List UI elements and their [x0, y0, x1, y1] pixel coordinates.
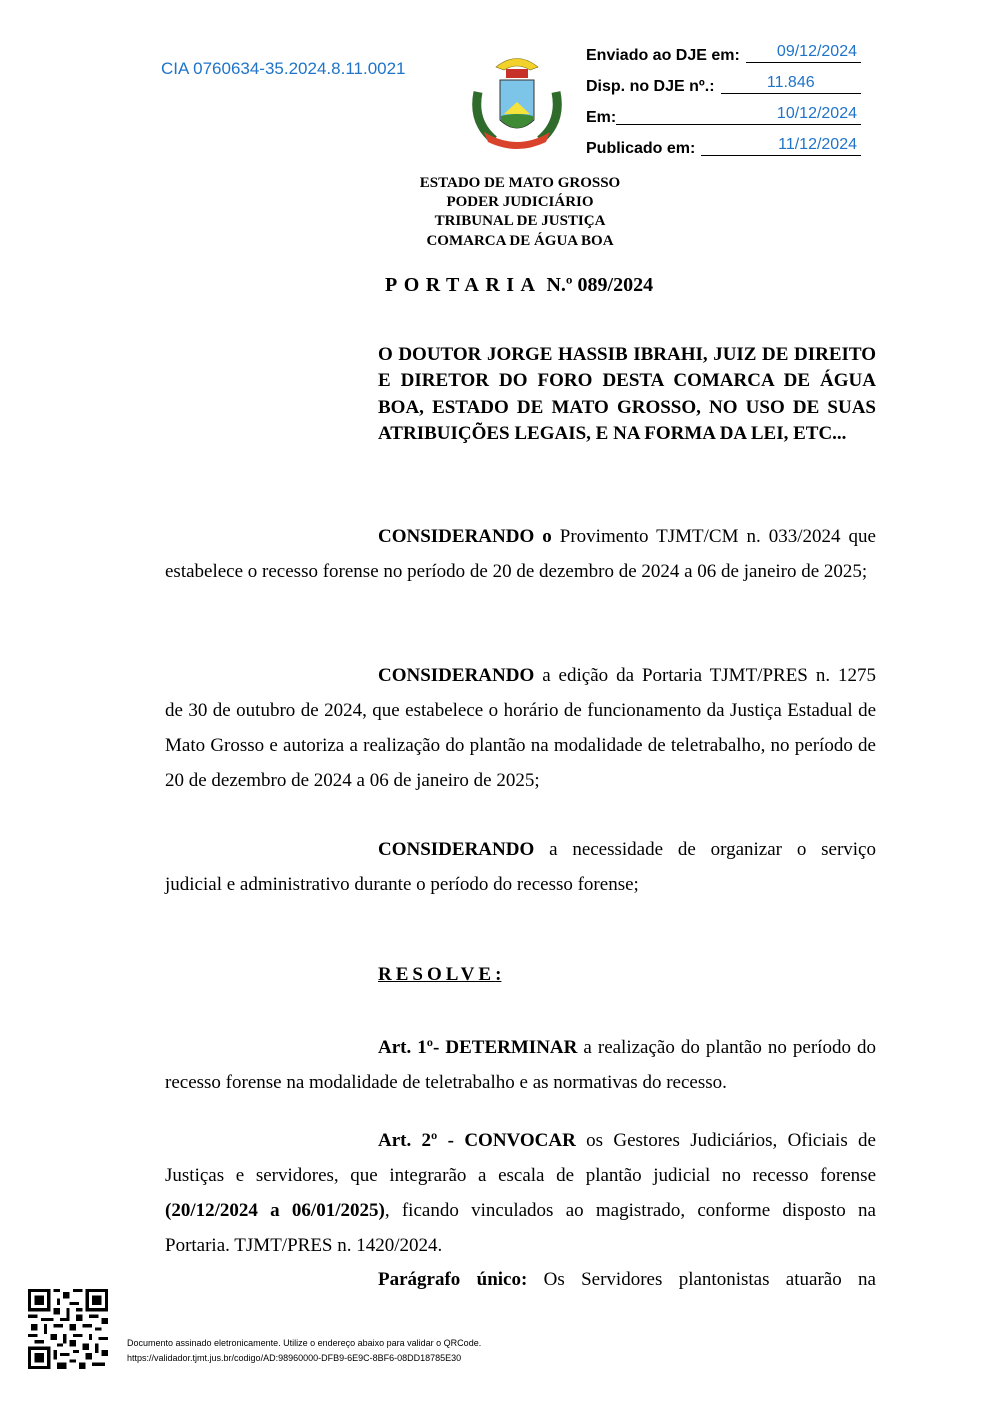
signature-footer [127, 1336, 481, 1366]
article-2: Art. 2º - CONVOCAR os Gestores Judiciários, Oficiais de Justiças e servidores, que integrarão a escala de plantão judicial no recesso forense (20/12/2024 a 06/01/2025), ficando vinculados ao magistrado, conforme disposto na Portaria. TJMT/PRES n. 1420/2024. [165, 1130, 876, 1256]
resolve-heading: RESOLVE: [378, 964, 502, 985]
em-date: 10/12/2024 [776, 105, 857, 122]
header-line: COMARCA DE ÁGUA BOA [426, 232, 614, 249]
header-line: TRIBUNAL DE JUSTIÇA [434, 213, 606, 230]
mato-grosso-coat-of-arms-icon [466, 52, 568, 152]
sent-label: Enviado ao DJE em: [586, 47, 740, 64]
preamble: O DOUTOR JORGE HASSIB IBRAHI, JUIZ DE DIREITO E DIRETOR DO FORO DESTA COMARCA DE ÁGUA BOA, ESTADO DE MATO GROSSO, NO USO DE SUAS ATRIBUIÇÕES LEGAIS, E NA FORMA DA LEI, ETC... [378, 344, 876, 444]
validation-qr-code-icon [28, 1289, 108, 1369]
validation-url[interactable]: https://validador.tjmt.jus.br/codigo/AD:98960000-DFB9-6E9C-8BF6-08DD18785E30 [127, 1353, 462, 1363]
paragrafo-unico: Parágrafo único: Os Servidores plantonistas atuarão na [378, 1269, 876, 1290]
dje-publication-info [586, 36, 861, 160]
document-title: PORTARIA N.º 089/2024 [385, 274, 654, 296]
considerando-3: CONSIDERANDO a necessidade de organizar o serviço judicial e administrativo durante o período do recesso forense; [165, 839, 876, 895]
header-line: ESTADO DE MATO GROSSO [419, 175, 621, 191]
sent-date: 09/12/2024 [776, 43, 857, 60]
institution-header [380, 174, 660, 251]
signature-notice: Documento assinado eletronicamente. Utilize o endereço abaixo para validar o QRCode. [127, 1338, 482, 1348]
em-label: Em: [586, 109, 617, 126]
dje-number: 11.846 [766, 74, 815, 91]
published-date: 11/12/2024 [778, 136, 857, 153]
disp-label: Disp. no DJE nº.: [586, 78, 715, 95]
published-label: Publicado em: [586, 140, 696, 157]
case-number: CIA 0760634-35.2024.8.11.0021 [161, 59, 406, 78]
article-1: Art. 1º- DETERMINAR a realização do plantão no período do recesso forense na modalidade de teletrabalho e as normativas do recesso. [165, 1037, 876, 1093]
header-line: PODER JUDICIÁRIO [446, 194, 594, 211]
considerando-1: CONSIDERANDO o Provimento TJMT/CM n. 033/2024 que estabelece o recesso forense no período de 20 de dezembro de 2024 a 06 de janeiro de 2025; [165, 526, 876, 582]
considerando-2: CONSIDERANDO a edição da Portaria TJMT/PRES n. 1275 de 30 de outubro de 2024, que estabelece o horário de funcionamento da Justiça Estadual de Mato Grosso e autoriza a realização do plantão na modalidade de teletrabalho, no período de 20 de dezembro de 2024 a 06 de janeiro de 2025; [165, 665, 876, 791]
